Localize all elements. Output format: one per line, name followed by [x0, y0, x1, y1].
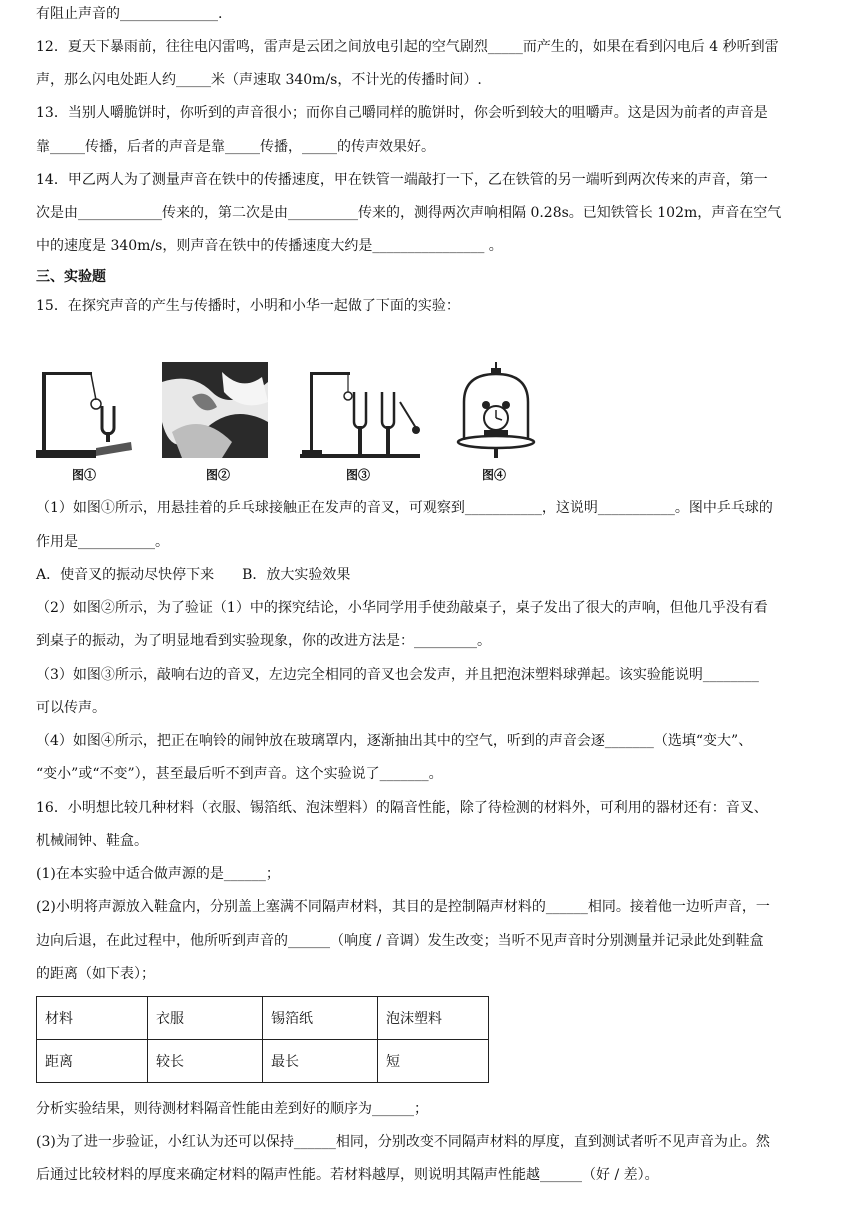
section-heading: 三、实验题 [36, 269, 106, 285]
question-15-part-1-line-2: 作用是___________。 [36, 534, 169, 550]
figure-2 [162, 362, 268, 482]
figure-4 [454, 362, 538, 482]
table-cell: 最长 [263, 1040, 378, 1083]
table-cell: 较长 [148, 1040, 263, 1083]
question-15-part-2-line-2: 到桌子的振动，为了明显地看到实验现象，你的改进方法是：_________。 [36, 633, 491, 649]
question-16-part-2-line-1: (2)小明将声源放入鞋盒内，分别盖上塞满不同隔声材料，其目的是控制隔声材料的______相同。接着他一边听声音，一 [36, 899, 770, 915]
question-15-part-4-line-2: “变小”或“不变”），甚至最后听不到声音。这个实验说了_______。 [36, 766, 443, 782]
tuning-fork-pingpong-illustration [36, 362, 136, 462]
table-cell: 材料 [37, 997, 148, 1040]
resonance-tuning-forks-illustration [300, 362, 420, 462]
question-15-intro: 15．在探究声音的产生与传播时，小明和小华一起做了下面的实验： [36, 298, 460, 314]
question-15-options: A．使音叉的振动尽快停下来 B．放大实验效果 [36, 567, 351, 583]
question-13-line-1: 13．当别人嚼脆饼时，你听到的声音很小；而你自己嚼同样的脆饼时，你会听到较大的咀嚼声。这是因为前者的声音是 [36, 105, 768, 121]
table-cell: 距离 [37, 1040, 148, 1083]
question-15-part-1-line-1: （1）如图①所示，用悬挂着的乒乓球接触正在发声的音叉，可观察到___________，这说明___________。图中乒乓球的 [36, 500, 773, 516]
question-16-part-1: (1)在本实验中适合做声源的是______； [36, 866, 280, 882]
hand-knocking-table-photo [162, 362, 268, 462]
bell-jar-alarm-clock-illustration [454, 362, 538, 462]
figure-4-caption: 图④ [482, 468, 507, 482]
table-row [37, 997, 489, 1040]
table-cell: 锡箔纸 [263, 997, 378, 1040]
question-15-part-4-line-1: （4）如图④所示，把正在响铃的闹钟放在玻璃罩内，逐渐抽出其中的空气，听到的声音会逐_______（选填“变大”、 [36, 733, 753, 749]
question-12-line-2: 声，那么闪电处距人约_____米（声速取 340m/s，不计光的传播时间）. [36, 72, 482, 88]
table-cell: 短 [378, 1040, 489, 1083]
question-16-part-3-line-1: (3)为了进一步验证，小红认为还可以保持______相同，分别改变不同隔声材料的厚度，直到测试者听不见声音为止。然 [36, 1134, 770, 1150]
figure-1 [36, 362, 136, 482]
question-15-part-3-line-2: 可以传声。 [36, 700, 106, 716]
question-14-line-3: 中的速度是 340m/s，则声音在铁中的传播速度大约是________________ 。 [36, 238, 503, 254]
question-16-part-3-line-2: 后通过比较材料的厚度来确定材料的隔声性能。若材料越厚，则说明其隔声性能越______（好 / 差）。 [36, 1167, 659, 1183]
question-16-line-1: 16．小明想比较几种材料（衣服、锡箔纸、泡沫塑料）的隔音性能，除了待检测的材料外，可利用的器材还有：音叉、 [36, 800, 768, 816]
question-16-analysis: 分析实验结果，则待测材料隔音性能由差到好的顺序为______； [36, 1101, 428, 1117]
question-13-line-2: 靠_____传播，后者的声音是靠_____传播，_____的传声效果好。 [36, 139, 435, 155]
text-line: 有阻止声音的______________. [36, 6, 223, 22]
experiment-figures [36, 362, 556, 490]
question-16-line-2: 机械闹钟、鞋盒。 [36, 833, 148, 849]
question-15-part-3-line-1: （3）如图③所示，敲响右边的音叉，左边完全相同的音叉也会发声，并且把泡沫塑料球弹起。该实验能说明________ [36, 667, 759, 683]
figure-2-caption: 图② [206, 468, 231, 482]
question-16-part-2-line-2: 边向后退，在此过程中，他所听到声音的______（响度 / 音调）发生改变；当听不见声音时分别测量并记录此处到鞋盒 [36, 933, 764, 949]
figure-1-caption: 图① [72, 468, 97, 482]
figure-3 [300, 362, 420, 482]
question-12-line-1: 12．夏天下暴雨前，往往电闪雷鸣，雷声是云团之间放电引起的空气剧烈_____而产生的，如果在看到闪电后 4 秒听到雷 [36, 39, 779, 55]
figure-3-caption: 图③ [346, 468, 371, 482]
question-14-line-2: 次是由____________传来的，第二次是由__________传来的，测得两次声响相隔 0.28s。已知铁管长 102m，声音在空气 [36, 205, 782, 221]
question-15-part-2-line-1: （2）如图②所示，为了验证（1）中的探究结论，小华同学用手使劲敲桌子，桌子发出了很大的声响，但他几乎没有看 [36, 600, 768, 616]
results-table [36, 996, 489, 1083]
question-16-part-2-line-3: 的距离（如下表）； [36, 966, 155, 982]
table-cell: 衣服 [148, 997, 263, 1040]
table-row [37, 1040, 489, 1083]
table-cell: 泡沫塑料 [378, 997, 489, 1040]
question-14-line-1: 14．甲乙两人为了测量声音在铁中的传播速度，甲在铁管一端敲打一下，乙在铁管的另一端听到两次传来的声音，第一 [36, 172, 768, 188]
